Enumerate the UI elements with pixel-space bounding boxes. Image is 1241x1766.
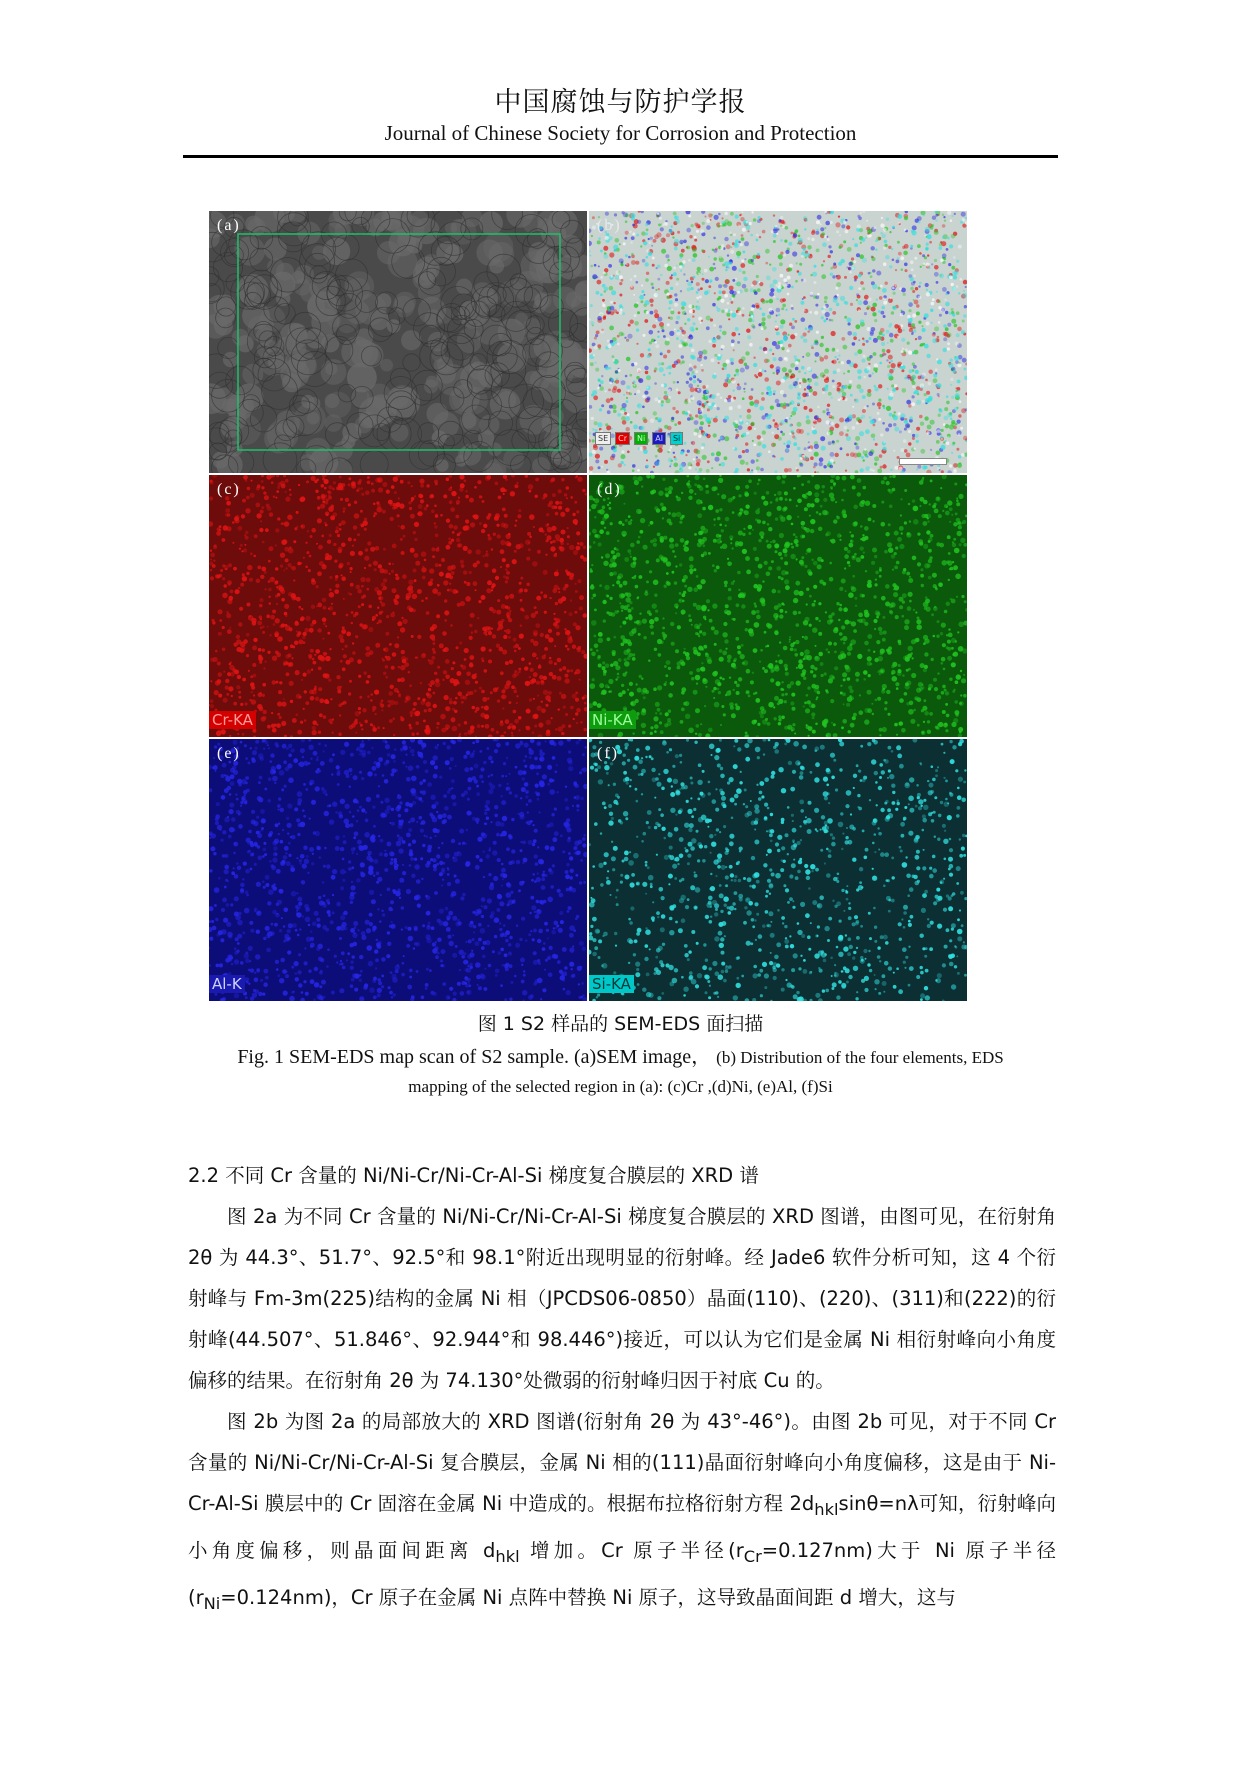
panel-label: (c) bbox=[217, 481, 241, 498]
para2-text-a: 图 2b 为图 2a 的局部放大的 XRD 图谱(衍射角 2θ 为 43°-46°)。由图 2b 可见，对于不同 Cr 含量的 Ni/Ni-Cr/Ni-Cr-Al-Si 复合膜层，金属 Ni 相的(111)晶面衍射峰向小角度偏移，这是由于 Ni-Cr-Al-Si 膜层中的 Cr 固溶在金属 Ni 中造成的。根据布拉格衍射方程 2d bbox=[188, 1410, 1056, 1515]
journal-title-zh: 中国腐蚀与防护学报 bbox=[494, 87, 747, 118]
figure-caption-en-line2: mapping of the selected region in (a): (c)Cr ,(d)Ni, (e)Al, (f)Si bbox=[408, 1077, 833, 1096]
legend-ni: Ni bbox=[634, 432, 648, 445]
paragraph-1: 图 2a 为不同 Cr 含量的 Ni/Ni-Cr/Ni-Cr-Al-Si 梯度复合膜层的 XRD 图谱，由图可见，在衍射角 2θ 为 44.3°、51.7°、92.5°和 98.1°附近出现明显的衍射峰。经 Jade6 软件分析可知，这 4 个衍射峰与 Fm-3m(225)结构的金属 Ni 相（JPCDS06-0850）晶面(110)、(220)、(311)和(222)的衍射峰(44.507°、51.846°、92.944°和 98.446°)接近，可以认为它们是金属 Ni 相衍射峰向小角度偏移的结果。在衍射角 2θ 为 74.130°处微弱的衍射峰归因于衬底 Cu 的。 bbox=[188, 1205, 1056, 1392]
caption-en-part-a: Fig. 1 SEM-EDS map scan of S2 sample. (a)SEM image， bbox=[237, 1046, 712, 1068]
ni-texture bbox=[589, 475, 967, 737]
legend-cr: Cr bbox=[615, 432, 630, 445]
figure-caption-en-line1 bbox=[183, 1043, 1058, 1072]
panel-c-cr-map bbox=[209, 475, 587, 737]
subscript-hkl: hkl bbox=[814, 1499, 839, 1519]
panel-label: (e) bbox=[217, 745, 241, 762]
panel-a-sem-image bbox=[209, 211, 587, 473]
cr-texture bbox=[209, 475, 587, 737]
map-tag-ni: Ni-KA bbox=[589, 711, 636, 729]
map-tag-cr: Cr-KA bbox=[209, 711, 256, 729]
panel-d-ni-map bbox=[589, 475, 967, 737]
panel-label: (d) bbox=[597, 481, 622, 498]
subscript-ni: Ni bbox=[203, 1593, 221, 1613]
figure-1 bbox=[209, 211, 967, 1001]
section-heading: 2.2 不同 Cr 含量的 Ni/Ni-Cr/Ni-Cr-Al-Si 梯度复合膜层的 XRD 谱 bbox=[188, 1164, 759, 1187]
map-tag-al: Al-K bbox=[209, 975, 245, 993]
paragraph-2 bbox=[188, 1401, 1056, 1624]
subscript-hkl: hkl bbox=[495, 1546, 520, 1566]
sem-texture bbox=[209, 211, 587, 473]
legend-si: Si bbox=[670, 432, 683, 445]
body-text bbox=[188, 1155, 1056, 1624]
para2-text-d: =0.127nm)大于 Ni 原子半径(r bbox=[188, 1538, 1057, 1609]
panel-label: (a) bbox=[217, 217, 241, 234]
para2-text-e: =0.124nm)，Cr 原子在金属 Ni 点阵中替换 Ni 原子，这导致晶面间距 d 增大，这与 bbox=[220, 1585, 956, 1609]
legend-se: SE bbox=[595, 432, 611, 445]
journal-title-en: Journal of Chinese Society for Corrosion and Protection bbox=[384, 121, 857, 145]
panel-label: (f) bbox=[597, 745, 619, 762]
scale-bar bbox=[899, 458, 947, 465]
element-legend bbox=[595, 432, 683, 445]
panel-b-overlay-map bbox=[589, 211, 967, 473]
map-tag-si: Si-KA bbox=[589, 975, 634, 993]
subscript-cr: Cr bbox=[743, 1546, 762, 1566]
para2-text-b: sinθ=nλ可知，衍射峰向小角度偏移，则晶面间距离 d bbox=[188, 1492, 1057, 1562]
panel-f-si-map bbox=[589, 739, 967, 1001]
caption-en-part-b: (b) Distribution of the four elements, EDS bbox=[716, 1048, 1004, 1067]
header-rule bbox=[183, 155, 1058, 158]
al-texture bbox=[209, 739, 587, 1001]
panel-label: (b) bbox=[597, 217, 622, 234]
panel-e-al-map bbox=[209, 739, 587, 1001]
journal-header bbox=[183, 86, 1058, 146]
legend-al: Al bbox=[652, 432, 666, 445]
para2-text-c: 增加。Cr 原子半径(r bbox=[519, 1538, 744, 1562]
figure-caption-zh: 图 1 S2 样品的 SEM-EDS 面扫描 bbox=[477, 1013, 764, 1035]
si-texture bbox=[589, 739, 967, 1001]
